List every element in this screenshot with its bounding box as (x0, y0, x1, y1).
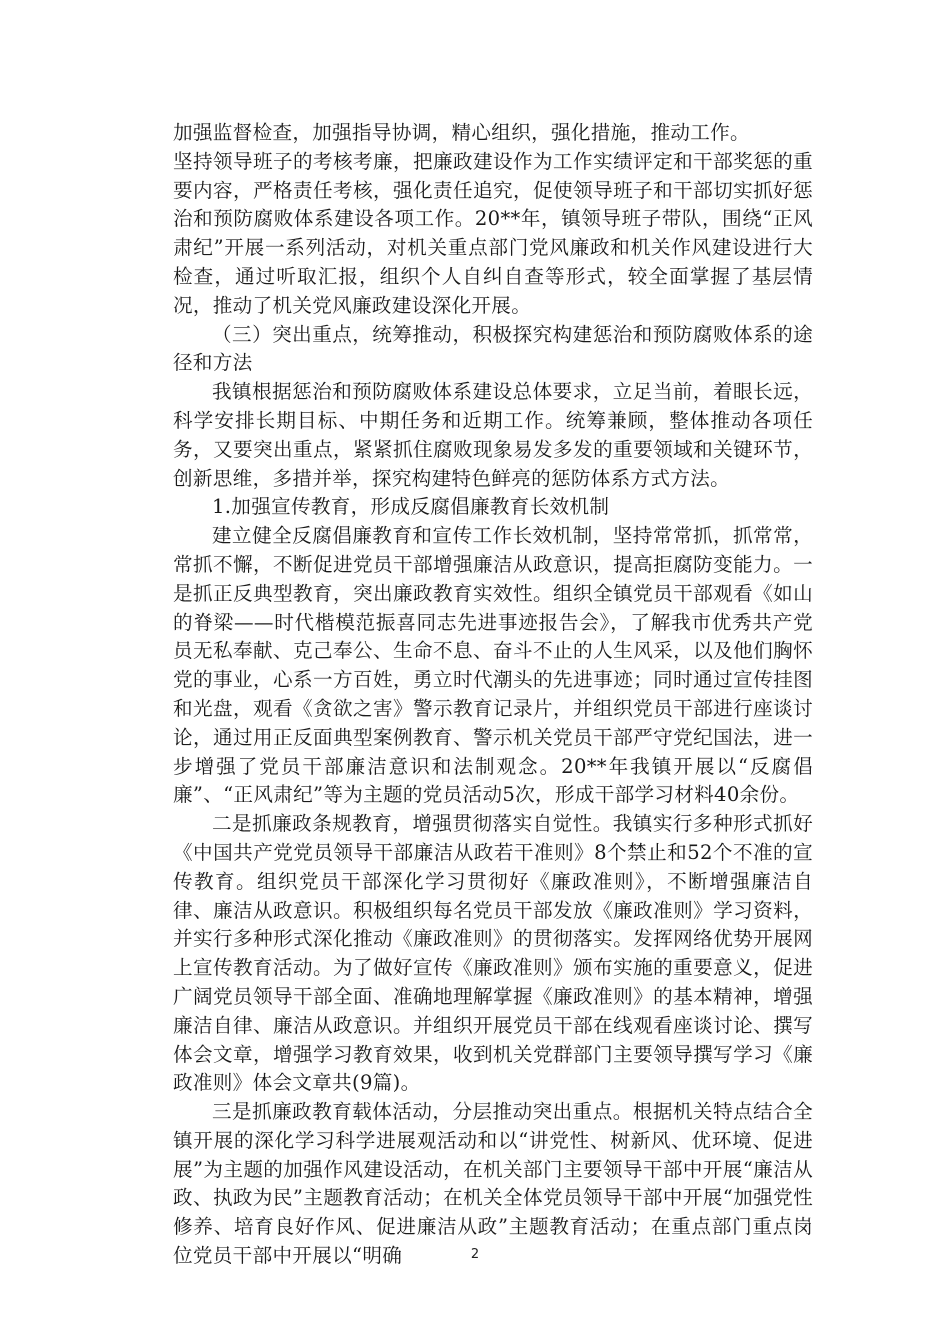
paragraph-6: 三是抓廉政教育载体活动，分层推动突出重点。根据机关特点结合全镇开展的深化学习科学进展观活动和以“讲党性、树新风、优环境、促进展”为主题的加强作风建设活动，在机关部门主要领导干部中开展“廉洁从政、执政为民”主题教育活动；在机关全体党员领导干部中开展“加强党性修养、培育良好作风、促进廉洁从政”主题教育活动；在重点部门重点岗位党员干部中开展以“明确 (173, 1100, 813, 1268)
paragraph-3: 我镇根据惩治和预防腐败体系建设总体要求，立足当前，着眼长远，科学安排长期目标、中期任务和近期工作。统筹兼顾，整体推动各项任务，又要突出重点，紧紧抓住腐败现象易发多发的重要领域和关键环节，创新思维，多措并举，探究构建特色鲜亮的惩防体系方式方法。 (173, 380, 813, 490)
section-heading-3: （三）突出重点，统筹推动，积极探究构建惩治和预防腐败体系的途径和方法 (173, 322, 813, 375)
paragraph-2: 坚持领导班子的考核考廉，把廉政建设作为工作实绩评定和干部奖惩的重要内容，严格责任考核，强化责任追究，促使领导班子和干部切实抓好惩治和预防腐败体系建设各项工作。20**年，镇领导班子带队，围绕“正风肃纪”开展一系列活动，对机关重点部门党风廉政和机关作风建设进行大检查，通过听取汇报，组织个人自纠自查等形式，较全面掌握了基层情况，推动了机关党风廉政建设深化开展。 (173, 149, 813, 317)
document-body (173, 119, 813, 1271)
paragraph-4: 建立健全反腐倡廉教育和宣传工作长效机制，坚持常常抓，抓常常，常抓不懈，不断促进党员干部增强廉洁从政意识，提高拒腐防变能力。一是抓正反典型教育，突出廉政教育实效性。组织全镇党员干部观看《如山的脊梁——时代楷模范振喜同志先进事迹报告会》，了解我市优秀共产党员无私奉献、克己奉公、生命不息、奋斗不止的人生风采，以及他们胸怀党的事业，心系一方百姓，勇立时代潮头的先进事迹；同时通过宣传挂图和光盘，观看《贪欲之害》警示教育记录片，并组织党员干部进行座谈讨论，通过用正反面典型案例教育、警示机关党员干部严守党纪国法，进一步增强了党员干部廉洁意识和法制观念。20**年我镇开展以“反腐倡廉”、“正风肃纪”等为主题的党员活动5次，形成干部学习材料40余份。 (173, 524, 813, 807)
page-number: 2 (470, 1247, 480, 1262)
paragraph-1: 加强监督检查，加强指导协调，精心组织，强化措施，推动工作。 (173, 121, 750, 144)
subheading-1: 1.加强宣传教育，形成反腐倡廉教育长效机制 (212, 495, 610, 519)
paragraph-5: 二是抓廉政条规教育，增强贯彻落实自觉性。我镇实行多种形式抓好《中国共产党党员领导干部廉洁从政若干准则》8个禁止和52个不准的宣传教育。组织党员干部深化学习贯彻好《廉政准则》，不断增强廉洁自律、廉洁从政意识。积极组织每名党员干部发放《廉政准则》学习资料，并实行多种形式深化推动《廉政准则》的贯彻落实。发挥网络优势开展网上宣传教育活动。为了做好宣传《廉政准则》颁布实施的重要意义，促进广阔党员领导干部全面、准确地理解掌握《廉政准则》的基本精神，增强廉洁自律、廉洁从政意识。并组织开展党员干部在线观看座谈讨论、撰写体会文章，增强学习教育效果，收到机关党群部门主要领导撰写学习《廉政准则》体会文章共(9篇)。 (173, 812, 813, 1095)
